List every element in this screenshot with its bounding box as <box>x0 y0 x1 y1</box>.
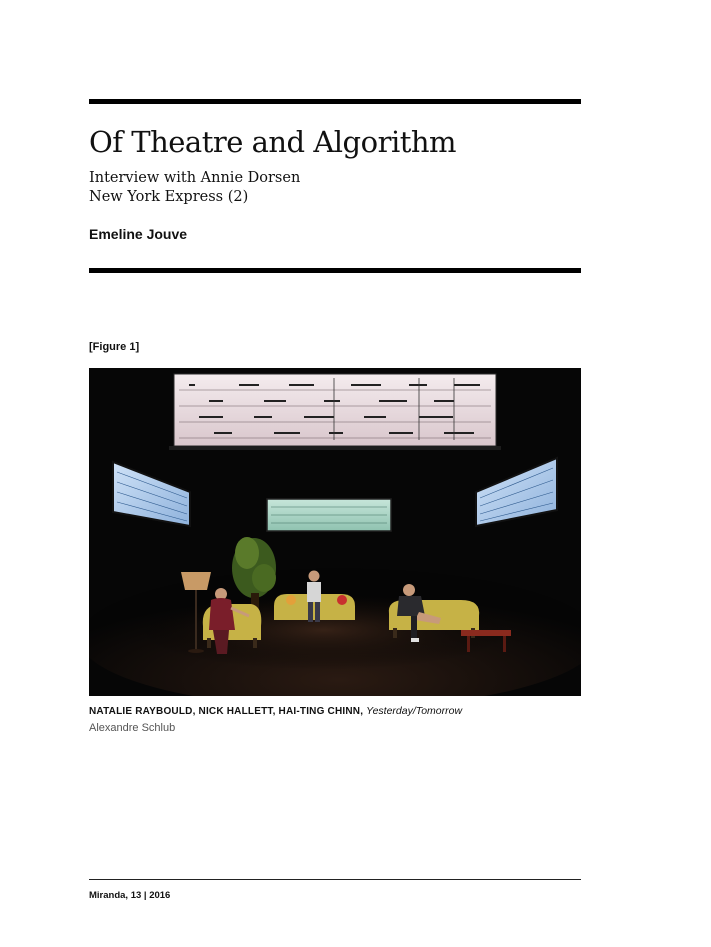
center-screen <box>267 499 391 531</box>
footer-rule <box>89 879 581 880</box>
figure-caption <box>89 705 462 717</box>
figure-label: [Figure 1] <box>89 341 140 353</box>
caption-performers: NATALIE RAYBOULD, NICK HALLETT, HAI-TING CHINN, <box>89 706 364 717</box>
article-author: Emeline Jouve <box>89 226 188 242</box>
article-subtitle-line2: New York Express (2) <box>89 189 249 205</box>
top-score-screen <box>169 374 501 450</box>
page-footer: Miranda, 13 | 2016 <box>89 890 171 901</box>
article-title: Of Theatre and Algorithm <box>89 125 457 159</box>
article-subtitle-line1: Interview with Annie Dorsen <box>89 170 301 186</box>
header-bottom-rule <box>89 268 581 273</box>
top-rule <box>89 99 581 104</box>
caption-work-title: Yesterday/Tomorrow <box>366 705 463 717</box>
figure-photo <box>89 368 581 696</box>
photo-credit: Alexandre Schlub <box>89 722 176 734</box>
